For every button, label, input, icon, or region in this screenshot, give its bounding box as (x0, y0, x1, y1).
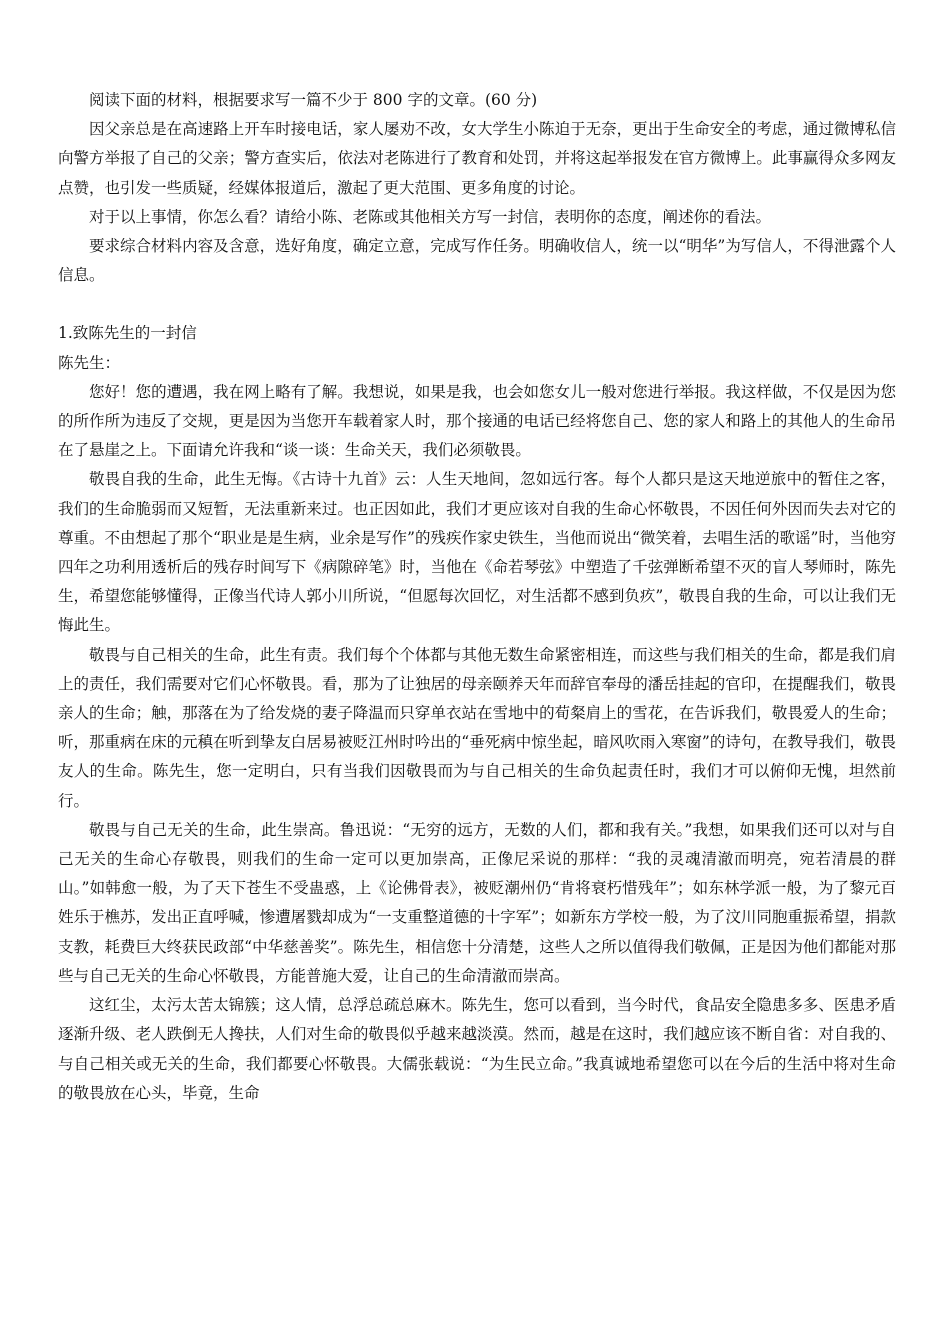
essay-paragraph: 敬畏与自己无关的生命，此生崇高。鲁迅说：“无穷的远方，无数的人们，都和我有关。”我想，如果我们还可以对与自己无关的生命心存敬畏，则我们的生命一定可以更加崇高，正像尼采说的那样：“我的灵魂清澈而明亮，宛若清晨的群山。”如韩愈一般，为了天下苍生不受蛊惑，上《论佛骨表》，被贬潮州仍“肯将衰朽惜残年”；如东林学派一般，为了黎元百姓乐于樵苏，发出正直呼喊，惨遭屠戮却成为“一支重整道德的十字军”；如新东方学校一般，为了汶川同胞重振希望，捐款支教，耗费巨大终获民政部“中华慈善奖”。陈先生，相信您十分清楚，这些人之所以值得我们敬佩，正是因为他们都能对那些与自己无关的生命心怀敬畏，方能普施大爱，让自己的生命清澈而崇高。 (58, 820, 896, 985)
prompt-material: 因父亲总是在高速路上开车时接电话，家人屡劝不改，女大学生小陈迫于无奈，更出于生命安全的考虑，通过微博私信向警方举报了自己的父亲；警方查实后，依法对老陈进行了教育和处罚，并将这起举报发在官方微博上。此事赢得众多网友点赞，也引发一些质疑，经媒体报道后，激起了更大范围、更多角度的讨论。 (58, 120, 896, 197)
essay-paragraph: 您好！您的遭遇，我在网上略有了解。我想说，如果是我，也会如您女儿一般对您进行举报。我这样做，不仅是因为您的所作所为违反了交规，更是因为当您开车载着家人时，那个接通的电话已经将您自己、您的家人和路上的其他人的生命吊在了悬崖之上。下面请允许我和“谈一谈：生命关天，我们必须敬畏。 (58, 382, 896, 460)
document-page (58, 86, 896, 1108)
prompt-requirements: 要求综合材料内容及含意，选好角度，确定立意，完成写作任务。明确收信人，统一以“明华”为写信人，不得泄露个人信息。 (58, 237, 896, 285)
section-spacer (58, 290, 896, 319)
essay-paragraph: 这红尘，太污太苦太锦簇；这人情，总浮总疏总麻木。陈先生，您可以看到，当今时代，食品安全隐患多多、医患矛盾逐渐升级、老人跌倒无人搀扶，人们对生命的敬畏似乎越来越淡漠。然而，越是在这时，我们越应该不断自省：对自我的、与自己相关或无关的生命，我们都要心怀敬畏。大儒张载说：“为生民立命。”我真诚地希望您可以在今后的生活中将对生命的敬畏放在心头，毕竟，生命 (58, 996, 896, 1102)
essay-title: 1.致陈先生的一封信 (58, 324, 197, 343)
prompt-question: 对于以上事情，你怎么看？请给小陈、老陈或其他相关方写一封信，表明你的态度，阐述你的看法。 (89, 207, 772, 226)
essay-salutation: 陈先生： (58, 353, 121, 372)
essay-paragraph: 敬畏自我的生命，此生无悔。《古诗十九首》云：人生天地间，忽如远行客。每个人都只是这天地逆旅中的暂住之客，我们的生命脆弱而又短暂，无法重新来过。也正因如此，我们才更应该对自我的生命心怀敬畏，不因任何外因而失去对它的尊重。不由想起了那个“职业是是生病，业余是写作”的残疾作家史铁生，当他而说出“微笑着，去唱生活的歌谣”时，当他穷四年之功利用透析后的残存时间写下《病隙碎笔》时，当他在《命若琴弦》中塑造了千弦弹断希望不灭的盲人琴师时，陈先生，希望您能够懂得，正像当代诗人郭小川所说，“但愿每次回忆，对生活都不感到负疚”，敬畏自我的生命，可以让我们无悔此生。 (58, 470, 896, 635)
prompt-instruction: 阅读下面的材料，根据要求写一篇不少于 800 字的文章。(60 分) (89, 91, 538, 109)
essay-paragraph: 敬畏与自己相关的生命，此生有责。我们每个个体都与其他无数生命紧密相连，而这些与我们相关的生命，都是我们肩上的责任，我们需要对它们心怀敬畏。看，那为了让独居的母亲颐养天年而辞官奉母的潘岳挂起的官印，在提醒我们，敬畏亲人的生命；触，那落在为了给发烧的妻子降温而只穿单衣站在雪地中的荀粲肩上的雪花，在告诉我们，敬畏爱人的生命；听，那重病在床的元稹在听到挚友白居易被贬江州时吟出的“垂死病中惊坐起，暗风吹雨入寒窗”的诗句，在教导我们，敬畏友人的生命。陈先生，您一定明白，只有当我们因敬畏而为与自己相关的生命负起责任时，我们才可以俯仰无愧，坦然前行。 (58, 645, 896, 810)
